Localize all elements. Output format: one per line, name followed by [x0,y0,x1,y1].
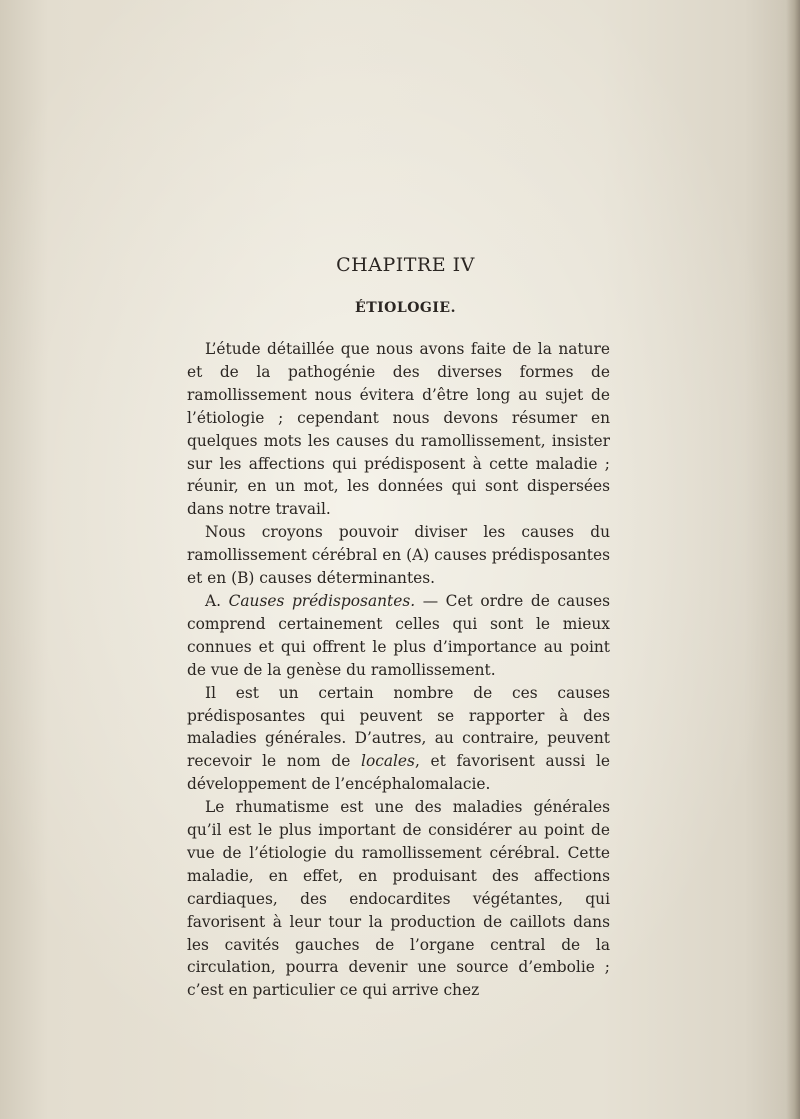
paragraph-text: — Cet ordre de causes comprend certainement celles qui sont le mieux connues et qui offrent le plus d’importance au point de vue de la genèse du ramollissement. [187,591,610,679]
paragraph-division: Nous croyons pouvoir diviser les causes du ramollissement cérébral en (A) causes prédisposantes et en (B) causes déterminantes. [187,523,610,588]
italic-term: locales [361,752,415,771]
paragraph-text: Il est un certain nombre de ces causes prédisposantes qui peuvent se rapporter à des maladies générales. D’autres, au contraire, peuvent recevoir le nom de [187,683,610,771]
paragraph-predisposing-causes [187,590,610,682]
paragraph-intro: L’étude détaillée que nous avons faite de la nature et de la pathogénie des diverses formes de ramollissement nous évitera d’être long au sujet de l’étiologie ; cependant nous devons résumer en quelques mots les causes du ramollissement, insister sur les affections qui prédisposent à cette maladie ; réunir, en un mot, les données qui sont dispersées dans notre travail. [187,340,610,519]
paragraph-text: , et favorisent aussi le développement de l’encéphalomalacie. [187,752,610,794]
paragraph-general-local [187,682,610,797]
page-edge-shadow [786,0,800,1119]
section-letter: A. [205,591,229,610]
text-block [187,252,610,1002]
chapter-title: CHAPITRE IV [336,254,475,276]
section-heading-italic: Causes prédisposantes. [228,591,416,610]
paragraph-rheumatism: Le rhumatisme est une des maladies générales qu’il est le plus important de considérer au point de vue de l’étiologie du ramollissement cérébral. Cette maladie, en effet, en produisant des affections cardiaques, des endocardites végétantes, qui favorisent à leur tour la production de caillots dans les cavités gauches de l’organe central de la circulation, pourra devenir une source d’embolie ; c’est en particulier ce qui arrive chez [187,798,610,1000]
section-title: ÉTIOLOGIE. [355,300,456,316]
